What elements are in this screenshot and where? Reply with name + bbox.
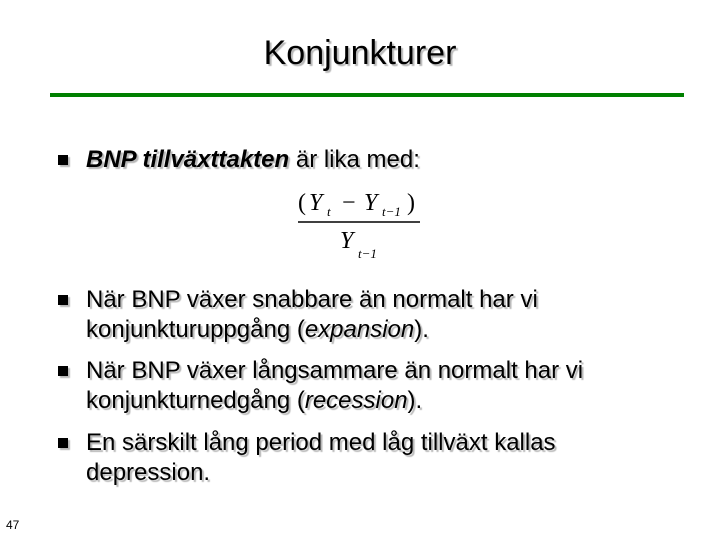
square-bullet-icon	[58, 438, 68, 448]
growth-rate-formula	[290, 180, 430, 266]
formula-denominator-y: Y	[340, 228, 354, 254]
page-number: 47	[6, 518, 20, 532]
formula-sub-t: t	[327, 204, 331, 219]
formula-minus: −	[342, 190, 356, 216]
formula-y-t: Y	[309, 190, 323, 216]
term-bnp-tillvaxttakten: BNP tillväxttakten	[86, 146, 290, 173]
slide-title: Konjunkturer	[263, 34, 457, 72]
formula-close-paren: )	[407, 190, 415, 216]
formula-denominator-sub: t−1	[358, 246, 377, 261]
bullet-text-end: ).	[407, 387, 423, 414]
bullet-text: När BNP växer långsammare än normalt har vi konjunkturnedgång (	[86, 357, 584, 414]
square-bullet-icon	[58, 295, 68, 305]
formula-sub-t-minus-1: t−1	[382, 204, 401, 219]
title-divider	[50, 93, 684, 97]
bullet-text-end: ).	[414, 316, 429, 343]
bullet-text: När BNP växer snabbare än normalt har vi konjunkturuppgång (	[86, 286, 538, 343]
bullet-text: är lika med:	[289, 146, 420, 173]
term-expansion: expansion	[304, 316, 415, 343]
square-bullet-icon	[58, 155, 68, 165]
term-recession: recession	[304, 387, 408, 414]
bullet-text: En särskilt lång period med låg tillväxt kallas depression.	[86, 429, 556, 486]
formula-y-t-minus-1: Y	[364, 190, 378, 216]
formula-open-paren: (	[298, 190, 306, 216]
square-bullet-icon	[58, 366, 68, 376]
